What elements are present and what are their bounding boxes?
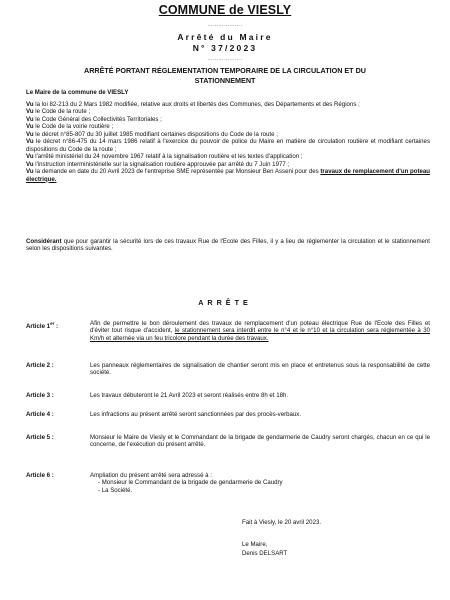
vu-item: Vu le Code de la voirie routière ; — [26, 123, 114, 131]
commune-title: COMMUNE de VIESLY — [158, 3, 292, 17]
article-text: Monsieur le Maire de Viesly et le Commandant de la brigade de gendarmerie de Caudry seront chargés, chacun en ce qui le concerne, de l'exécution du présent arrêté. — [90, 434, 430, 449]
arrete-heading: ARRÊTE — [198, 298, 252, 307]
main-title — [40, 66, 410, 85]
article-2 — [26, 362, 430, 378]
article-1-underlined: le stationnement sera interdit entre le n°4 et le n°10 et la circulation sera réglementée à 30 Km/h et alternée via un feu tricolore pendant la durée des travaux. — [90, 327, 430, 342]
vu-item: Vu le décret n°85-807 du 30 juillet 1985 modifiant certaines dispositions du Code de la route ; — [26, 130, 278, 138]
article-4 — [26, 411, 430, 419]
vu-item: Vu l'instruction interministérielle sur la signalisation routière approuvée par arrêté du 7 Juin 1977 ; — [26, 160, 290, 168]
article-1 — [26, 320, 430, 352]
article-text: Afin de permettre le bon déroulement des travaux de remplacement d'un poteau électrique Rue de l'Ecole des Filles et d'éviter tout risque d'accident, le stationnement sera interdit entre le n°4 et le n°10 et la circulation sera réglementée à 30 Km/h et alternée via un feu tricolore pendant la durée des travaux. — [90, 320, 430, 342]
maire-heading: Le Maire de la commune de VIESLY — [26, 89, 129, 96]
vu-list — [26, 101, 430, 183]
vu-item: Vu le Code Général des Collectivités Territoriales ; — [26, 115, 162, 123]
article-text: Ampliation du présent arrêté sera adressé à : - Monsieur le Commandant de la brigade de gendarmerie de Caudry - La Société. — [90, 472, 430, 494]
vu-item: Vu l'arrêté ministériel du 24 novembre 1967 relatif à la signalisation routière et les textes d'application ; — [26, 153, 303, 161]
vu-item: Vu le décret n°86-475 du 14 mars 1986 relatif à l'exercice du pouvoir de police du Maire en matière de circulation routière et modifiant certaines dispositions du Code de la route ; — [26, 138, 430, 153]
article-label: Article 2 : — [26, 362, 54, 369]
maire-line — [26, 89, 430, 96]
vu-item: Vu le Code de la route ; — [26, 108, 91, 116]
article-label: Article 3 : — [26, 392, 54, 399]
article-6 — [26, 472, 430, 496]
article-label: Article 5 : — [26, 434, 54, 441]
vu-item-demande: Vu la demande en date du 20 Avril 2023 de l'entreprise SME représentée par Monsieur Ben Asseni pour des travaux de remplacement d'un poteau électrique. — [26, 168, 430, 183]
fait-a: Fait à Viesly, le 20 avril 2023. — [242, 519, 322, 526]
article-text: Les infractions au présent arrêté seront sanctionnées par des procès-verbaux. — [90, 411, 302, 418]
signatory-role: Le Maire, — [242, 541, 268, 548]
list-item: - Monsieur le Commandant de la brigade de gendarmerie de Caudry — [98, 479, 283, 487]
vu-item: Vu la loi 82-213 du 2 Mars 1982 modifiée, relative aux droits et libertés des Communes, des Départements et des Régions ; — [26, 101, 360, 108]
considerant: Considérant que pour garantir la sécurité lors de ces travaux Rue de l'Ecole des Filles, il y a lieu de réglementer la circulation et le stationnement selon les dispositions suivantes. — [26, 238, 430, 253]
article-3 — [26, 392, 430, 400]
arrete-number: N° 37/2023 — [192, 43, 258, 53]
article-label: Article 6 : — [26, 472, 54, 479]
article-text: Les panneaux réglementaires de signalisation de chantier seront mis en place et entretenus sous la responsabilité de cette société. — [90, 362, 430, 377]
separator-dots: ………………. — [207, 22, 243, 28]
separator-dots-2: ………………. — [207, 56, 243, 62]
article-text: Les travaux débuteront le 21 Avril 2023 et seront réalisés entre 8h et 18h. — [90, 392, 289, 399]
arrete-title: Arrêté du Maire — [177, 32, 273, 42]
article-5 — [26, 434, 430, 458]
demande-object: travaux de remplacement d'un poteau électrique. — [26, 168, 430, 183]
main-title-line-2: STATIONNEMENT — [194, 75, 256, 85]
signatory-name: Denis DELSART — [242, 550, 288, 557]
article-label: Article 4 : — [26, 411, 54, 418]
article-label: Article 1er : — [26, 321, 59, 331]
main-title-line-1: ARRÊTÉ PORTANT RÉGLEMENTATION TEMPORAIRE DE LA CIRCULATION ET DU — [84, 66, 366, 75]
list-item: - La Société. — [98, 486, 133, 494]
